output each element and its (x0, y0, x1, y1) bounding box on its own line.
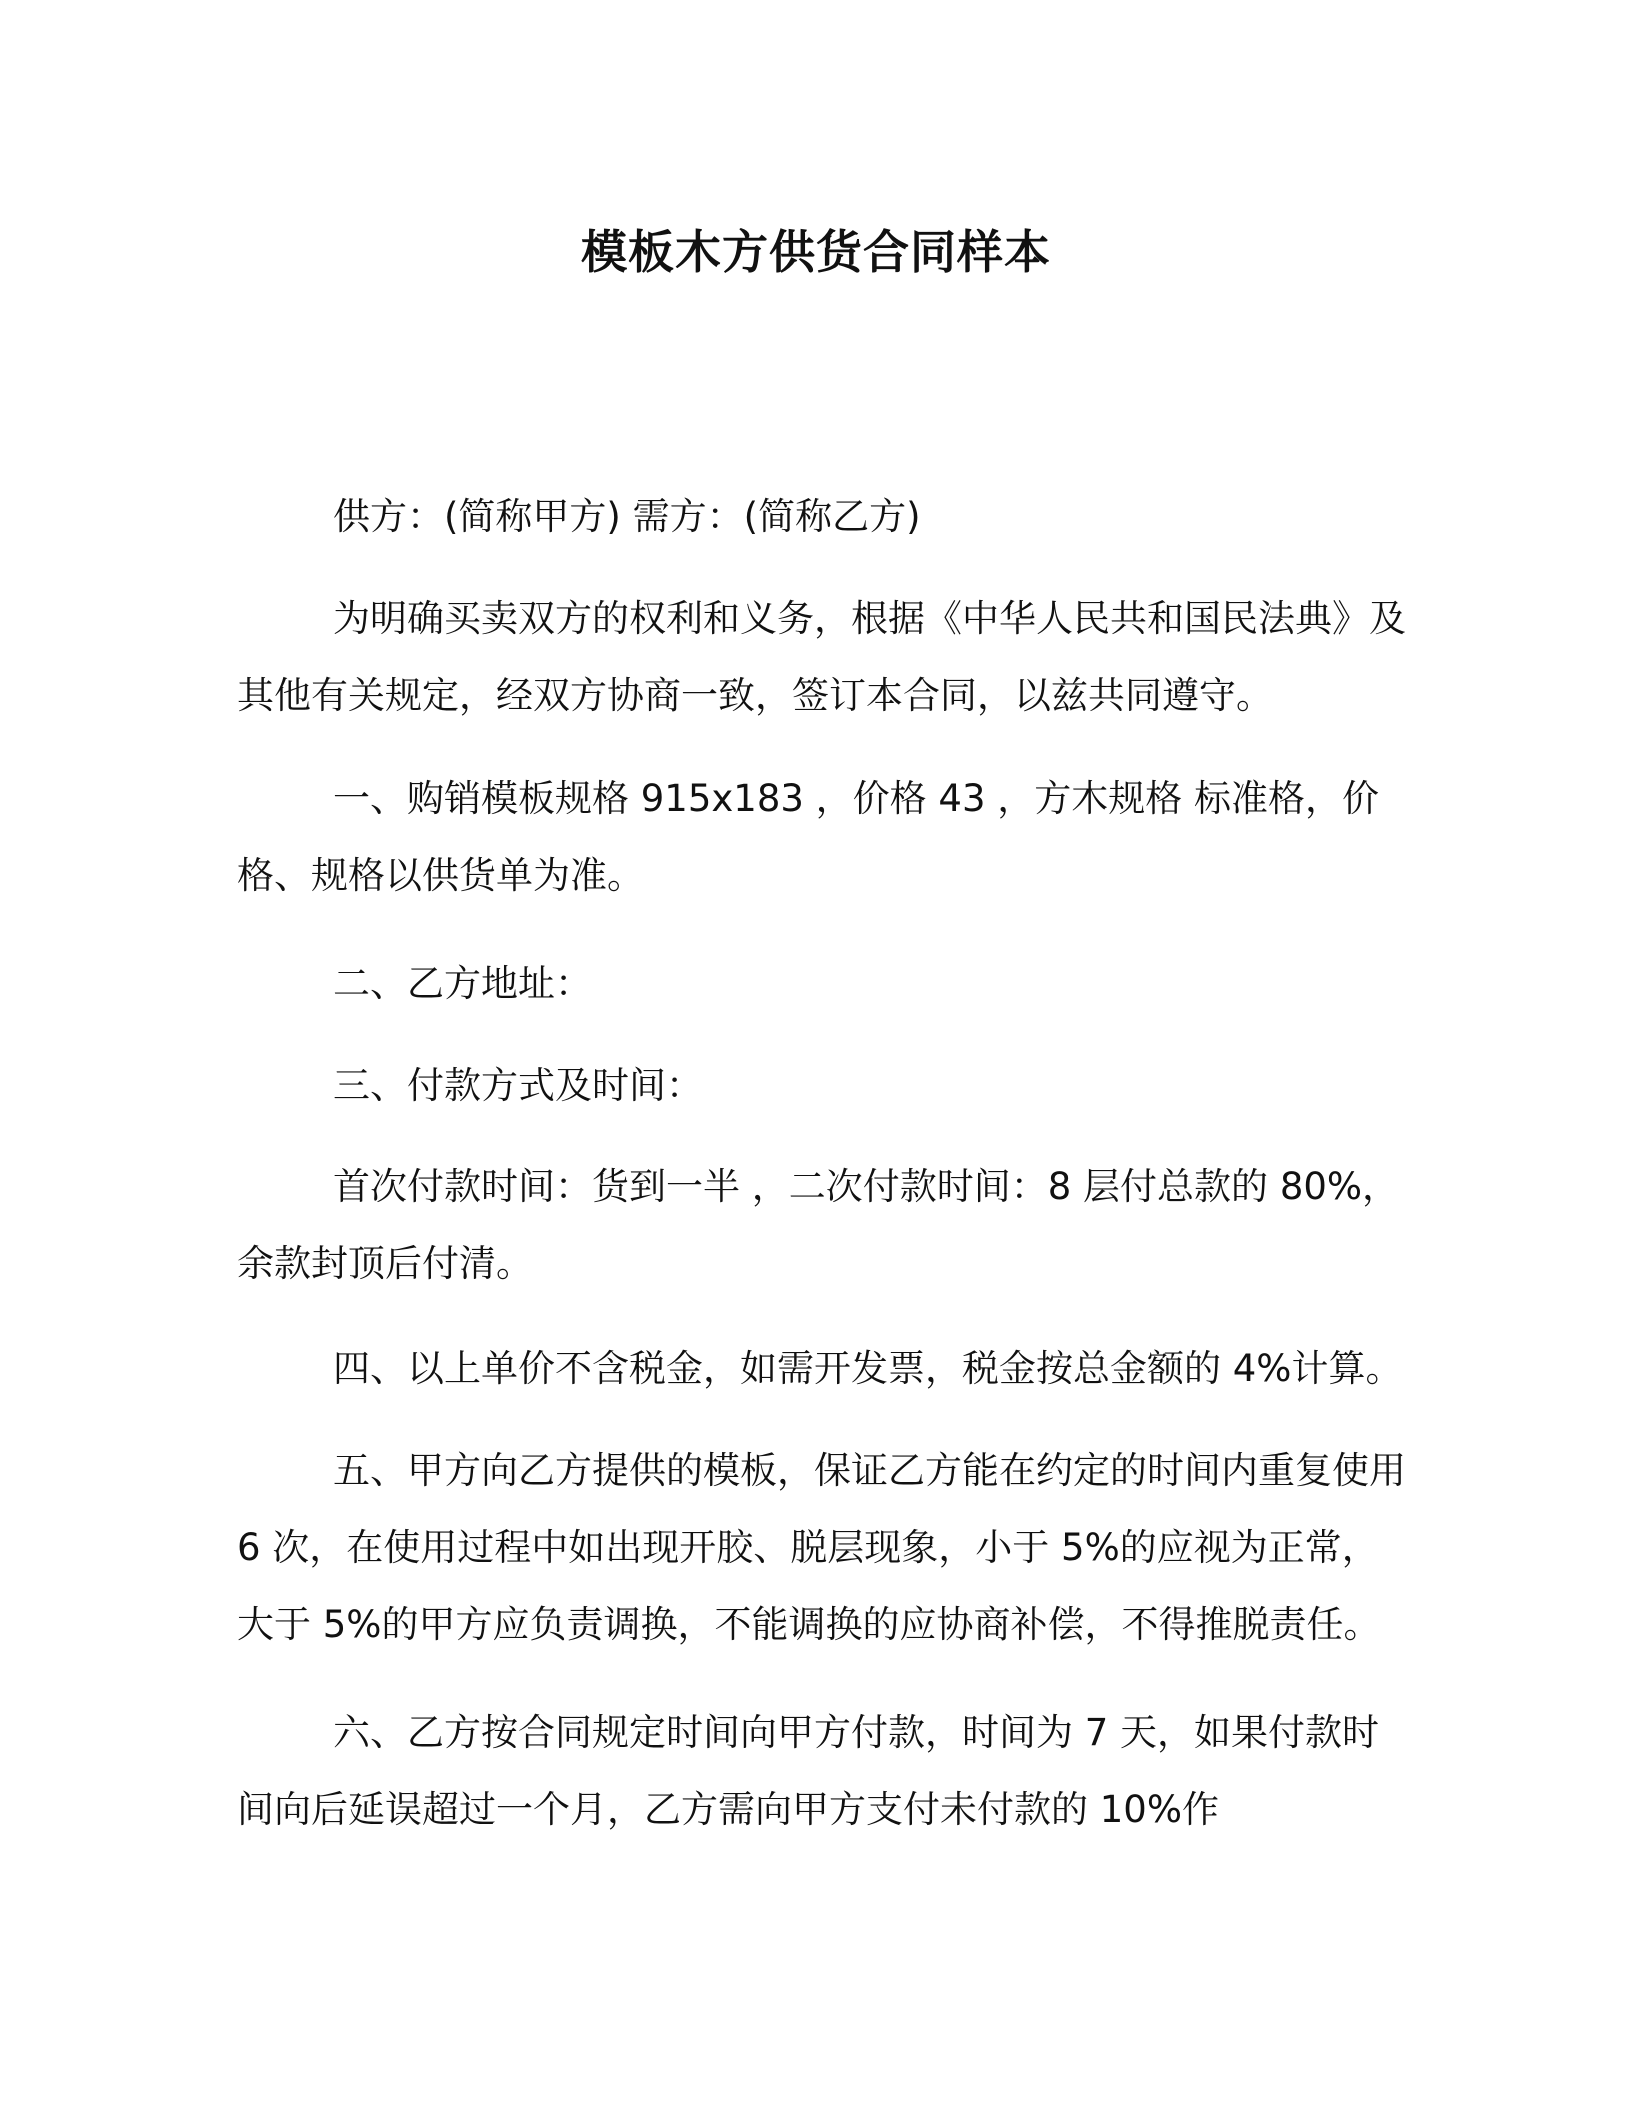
article-1-paragraph: 一、购销模板规格 915x183 ，价格 43 ，方木规格 标准格，价格、规格以供货单为准。 (237, 777, 1380, 897)
article-3-paragraph: 三、付款方式及时间： (333, 1064, 703, 1107)
article-6-paragraph: 六、乙方按合同规定时间向甲方付款，时间为 7 天，如果付款时间向后延误超过一个月，乙方需向甲方支付未付款的 10%作 (237, 1711, 1380, 1831)
intro-paragraph: 为明确买卖双方的权利和义务，根据《中华人民共和国民法典》及其他有关规定，经双方协商一致，签订本合同，以兹共同遵守。 (237, 597, 1406, 717)
parties-paragraph: 供方：(简称甲方) 需方：(简称乙方) (333, 495, 921, 538)
document-title: 模板木方供货合同样本 (581, 225, 1051, 279)
article-4-paragraph: 四、以上单价不含税金，如需开发票，税金按总金额的 4%计算。 (333, 1347, 1403, 1390)
payment-schedule-paragraph: 首次付款时间：货到一半 ，二次付款时间：8 层付总款的 80%，余款封顶后付清。 (237, 1165, 1400, 1285)
article-5-paragraph: 五、甲方向乙方提供的模板，保证乙方能在约定的时间内重复使用 6 次，在使用过程中如出现开胶、脱层现象，小于 5%的应视为正常，大于 5%的甲方应负责调换，不能调换的应协商补偿，不得推脱责任。 (237, 1449, 1406, 1646)
article-2-paragraph: 二、乙方地址： (333, 962, 592, 1005)
